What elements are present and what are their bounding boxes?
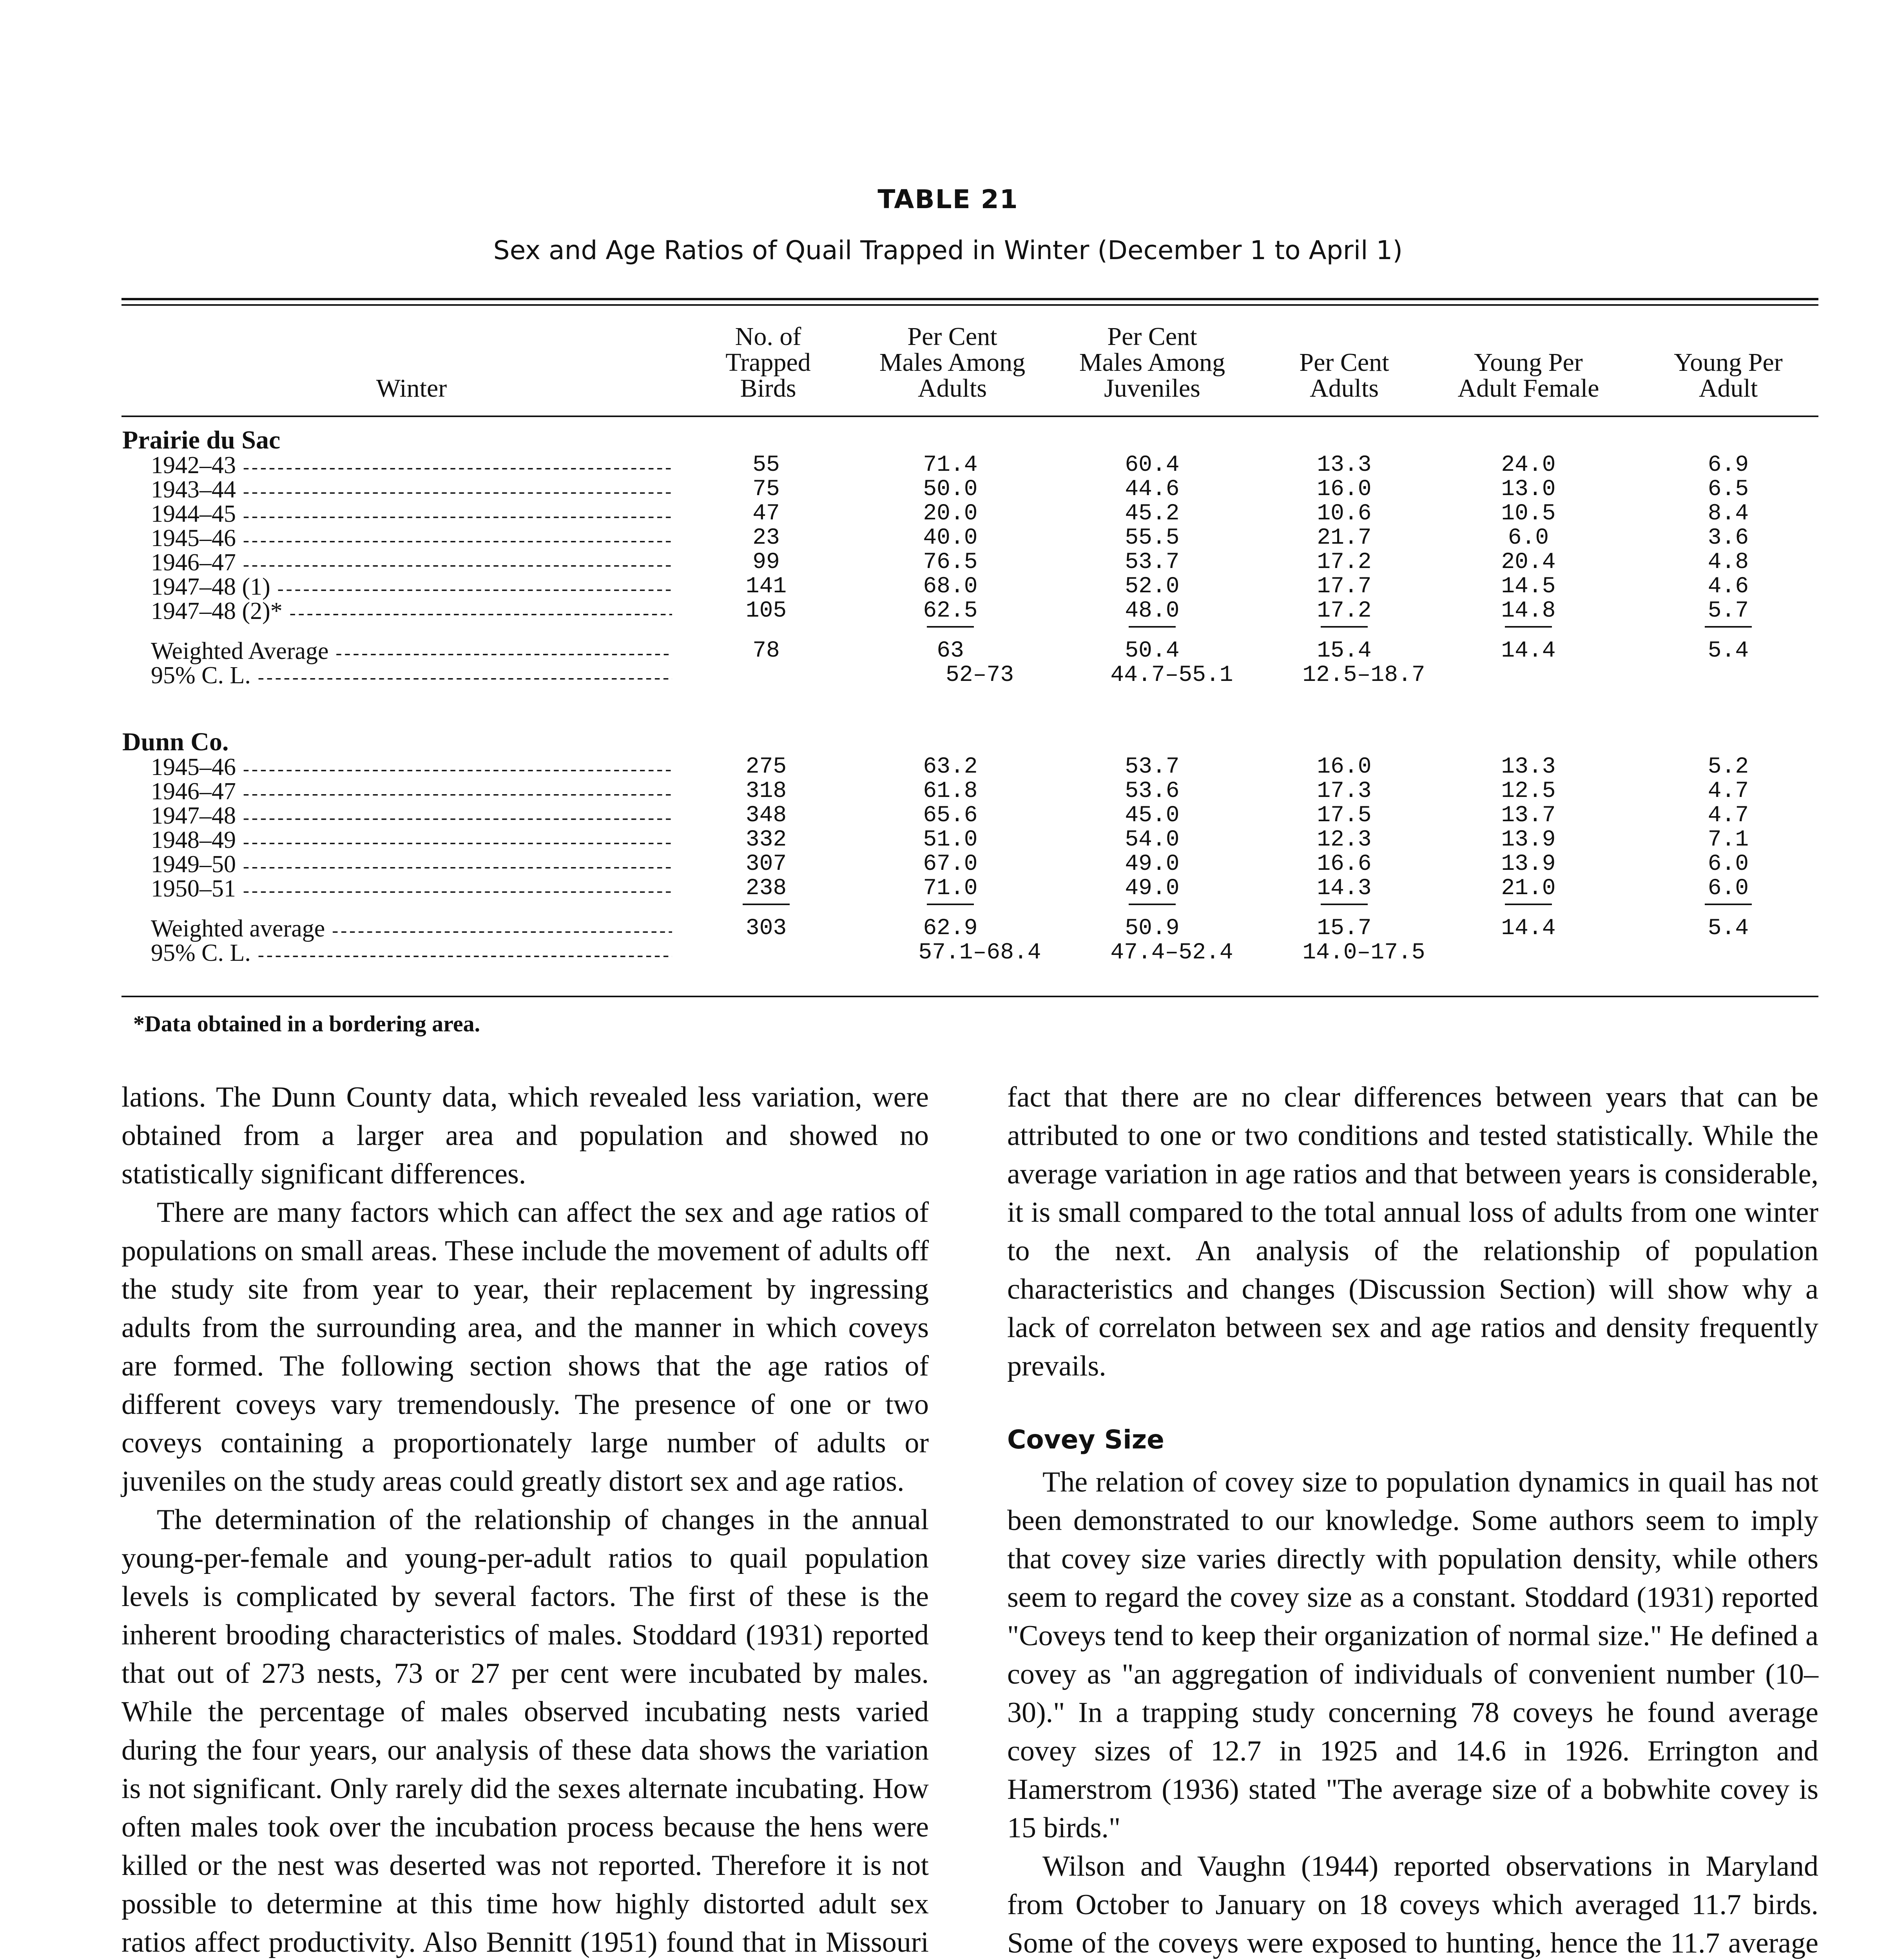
column-sum-rule — [1505, 904, 1552, 905]
table-cell: 51.0 — [923, 827, 978, 853]
row-label: 1945–46 ----- — [151, 755, 672, 782]
paragraph: lations. The Dunn County data, which revealed less variation, were obtained from a larger area and population and showed no statistically significant differences. — [121, 1081, 929, 1190]
table-cell: 14.3 — [1317, 876, 1372, 901]
table-cell: 16.0 — [1317, 754, 1372, 780]
column-sum-rule — [743, 904, 790, 905]
table-header-rule — [121, 416, 1818, 417]
row-label: 1947–48 ----- — [151, 803, 672, 830]
column-sum-rule — [927, 626, 974, 628]
table-cell: 5.7 — [1707, 598, 1749, 624]
summary-cell: 50.9 — [1125, 916, 1180, 941]
column-sum-rule — [1129, 626, 1176, 628]
table-cell: 4.7 — [1707, 779, 1749, 804]
ci-label: 95% C. L. ----- — [151, 663, 672, 690]
table-cell: 14.5 — [1501, 574, 1556, 599]
table-cell: 4.7 — [1707, 803, 1749, 828]
header-males-adults-line3: Adults — [917, 374, 987, 403]
ci-cell: 57.1–68.4 — [918, 940, 1041, 965]
table-cell: 6.5 — [1707, 477, 1749, 502]
summary-cell: 15.7 — [1317, 916, 1372, 941]
summary-cell: 62.9 — [923, 916, 978, 941]
row-label: 1947–48 (1) ----- — [151, 574, 672, 601]
table-cell: 5.2 — [1707, 754, 1749, 780]
header-young-female-line1: Young Per — [1474, 348, 1583, 377]
table-cell: 13.7 — [1501, 803, 1556, 828]
table-cell: 52.0 — [1125, 574, 1180, 599]
table-top-rule-2 — [121, 304, 1818, 306]
table-cell: 65.6 — [923, 803, 978, 828]
ci-cell: 47.4–52.4 — [1110, 940, 1233, 965]
header-young-female-line2: Adult Female — [1457, 374, 1599, 403]
table-cell: 17.7 — [1317, 574, 1372, 599]
table-cell: 53.7 — [1125, 550, 1180, 575]
summary-cell: 5.4 — [1707, 638, 1749, 664]
paragraph: Wilson and Vaughn (1944) reported observations in Maryland from October to January on 18 coveys which averaged 11.7 birds. Some of the coveys were exposed to hunting, hence the 11.7 average — [1007, 1850, 1818, 1959]
table-cell: 8.4 — [1707, 501, 1749, 526]
right-column — [1007, 1078, 1818, 1960]
table-cell: 20.0 — [923, 501, 978, 526]
table-footnote: *Data obtained in a bordering area. — [133, 1011, 480, 1036]
group-title: Dunn Co. — [122, 728, 229, 756]
table-cell: 54.0 — [1125, 827, 1180, 853]
paragraph: The relation of covey size to population dynamics in quail has not been demonstrated to our knowledge. Some authors seem to imply that covey size varies directly with population density, while others seem to regard the covey size as a constant. Stoddard (1931) reported "Coveys tend to keep their organization of normal size." He defined a covey as "an aggregation of individuals of convenient number (10–30)." In a trapping study concerning 78 coveys he found average covey sizes of 12.7 in 1925 and 14.6 in 1926. Errington and Hamerstrom (1936) stated "The average size of a bobwhite covey is 15 birds." — [1007, 1466, 1818, 1844]
table-cell: 53.6 — [1125, 779, 1180, 804]
column-sum-rule — [1129, 904, 1176, 905]
header-trapped-line1: No. of — [735, 322, 801, 351]
table-cell: 13.3 — [1501, 754, 1556, 780]
table-cell: 12.3 — [1317, 827, 1372, 853]
table-cell: 20.4 — [1501, 550, 1556, 575]
summary-cell: 14.4 — [1501, 638, 1556, 664]
table-cell: 13.3 — [1317, 452, 1372, 478]
row-label: 1945–46 ----- — [151, 526, 672, 553]
table-cell: 55.5 — [1125, 525, 1180, 551]
row-label: 1946–47 ----- — [151, 550, 672, 577]
table-cell: 47 — [752, 501, 780, 526]
column-sum-rule — [1321, 626, 1368, 628]
table-cell: 6.0 — [1707, 851, 1749, 877]
left-column — [121, 1078, 929, 1960]
summary-cell: 15.4 — [1317, 638, 1372, 664]
table-top-rule — [121, 298, 1818, 300]
row-label: 1949–50 ----- — [151, 852, 672, 879]
table-cell: 16.6 — [1317, 851, 1372, 877]
table-cell: 71.4 — [923, 452, 978, 478]
column-sum-rule — [1705, 626, 1752, 628]
header-males-adults-line1: Per Cent — [907, 322, 997, 351]
table-cell: 10.6 — [1317, 501, 1372, 526]
table-cell: 332 — [745, 827, 787, 853]
table-cell: 61.8 — [923, 779, 978, 804]
header-young-adult-line1: Young Per — [1674, 348, 1783, 377]
table-cell: 40.0 — [923, 525, 978, 551]
ci-cell: 52–73 — [945, 662, 1014, 688]
table-cell: 45.0 — [1125, 803, 1180, 828]
table-title: Sex and Age Ratios of Quail Trapped in Winter (December 1 to April 1) — [493, 235, 1403, 265]
table-cell: 141 — [745, 574, 787, 599]
table-cell: 13.9 — [1501, 827, 1556, 853]
table-cell: 60.4 — [1125, 452, 1180, 478]
paragraph: The determination of the relationship of changes in the annual young-per-female and young-per-adult ratios to quail population levels is complicated by several factors. The first of these is the inherent brooding characteristics of males. Stoddard (1931) reported that out of 273 nests, 73 or 27 per cent were incubated by males. While the percentage of males observed incubating nests varied during the four years, our analysis of these data shows the variation is not significant. Only rarely did the sexes alternate incubating. How often males took over the incubation process because the hens were killed or the nest was deserted was not reported. Therefore it is not possible to determine at this time how highly distorted adult sex ratios affect productivity. Also Bennitt (1951) found that in Missouri — [121, 1504, 929, 1958]
table-cell: 16.0 — [1317, 477, 1372, 502]
row-label: 1944–45 ----- — [151, 501, 672, 528]
table-cell: 49.0 — [1125, 876, 1180, 901]
summary-label: Weighted Average ----- — [151, 639, 672, 666]
header-males-juveniles-line3: Juveniles — [1104, 374, 1200, 403]
table-cell: 14.8 — [1501, 598, 1556, 624]
row-label: 1942–43 ----- — [151, 453, 672, 480]
table-cell: 12.5 — [1501, 779, 1556, 804]
table-cell: 75 — [752, 477, 780, 502]
table-cell: 44.6 — [1125, 477, 1180, 502]
group-title: Prairie du Sac — [122, 426, 281, 454]
table-cell: 23 — [752, 525, 780, 551]
header-young-adult-line2: Adult — [1698, 374, 1758, 403]
table-cell: 71.0 — [923, 876, 978, 901]
paragraph: fact that there are no clear differences between years that can be attributed to one or two conditions and tested statistically. While the average variation in age ratios and that between years is considerable, it is small compared to the total annual loss of adults from one winter to the next. An analysis of the relationship of population characteristics and changes (Discussion Section) will show why a lack of correlaton between sex and age ratios and density frequently prevails. — [1007, 1081, 1818, 1382]
table-cell: 55 — [752, 452, 780, 478]
table-cell: 17.5 — [1317, 803, 1372, 828]
table-cell: 63.2 — [923, 754, 978, 780]
table-cell: 238 — [745, 876, 787, 901]
table-cell: 49.0 — [1125, 851, 1180, 877]
header-trapped-line3: Birds — [740, 374, 796, 403]
column-sum-rule — [1321, 904, 1368, 905]
table-cell: 3.6 — [1707, 525, 1749, 551]
table-cell: 4.8 — [1707, 550, 1749, 575]
table-cell: 105 — [745, 598, 787, 624]
table-cell: 45.2 — [1125, 501, 1180, 526]
section-heading: Covey Size — [1007, 1425, 1164, 1455]
table-cell: 17.2 — [1317, 598, 1372, 624]
table-cell: 21.7 — [1317, 525, 1372, 551]
header-winter: Winter — [376, 374, 447, 403]
summary-cell: 303 — [745, 916, 787, 941]
summary-cell: 78 — [752, 638, 780, 664]
table-cell: 17.2 — [1317, 550, 1372, 575]
table-cell: 6.0 — [1508, 525, 1549, 551]
table-cell: 13.9 — [1501, 851, 1556, 877]
table-cell: 348 — [745, 803, 787, 828]
ci-cell: 12.5–18.7 — [1302, 662, 1425, 688]
row-label: 1946–47 ----- — [151, 779, 672, 806]
column-sum-rule — [1505, 626, 1552, 628]
table-cell: 50.0 — [923, 477, 978, 502]
header-trapped-line2: Trapped — [725, 348, 811, 377]
header-males-juveniles-line2: Males Among — [1079, 348, 1225, 377]
summary-cell: 5.4 — [1707, 916, 1749, 941]
row-label: 1948–49 ----- — [151, 828, 672, 855]
column-sum-rule — [927, 904, 974, 905]
summary-label: Weighted average ----- — [151, 916, 672, 943]
table-bottom-rule — [121, 996, 1818, 997]
table-cell: 7.1 — [1707, 827, 1749, 853]
table-cell: 4.6 — [1707, 574, 1749, 599]
table-cell: 67.0 — [923, 851, 978, 877]
header-males-juveniles-line1: Per Cent — [1107, 322, 1197, 351]
table-cell: 318 — [745, 779, 787, 804]
table-cell: 275 — [745, 754, 787, 780]
table-cell: 99 — [752, 550, 780, 575]
table-cell: 307 — [745, 851, 787, 877]
table-number: TABLE 21 — [877, 184, 1019, 214]
table-cell: 13.0 — [1501, 477, 1556, 502]
ci-cell: 14.0–17.5 — [1302, 940, 1425, 965]
column-sum-rule — [1705, 904, 1752, 905]
header-pct-adults-line1: Per Cent — [1299, 348, 1389, 377]
table-cell: 21.0 — [1501, 876, 1556, 901]
table-cell: 10.5 — [1501, 501, 1556, 526]
ci-cell: 44.7–55.1 — [1110, 662, 1233, 688]
table-cell: 76.5 — [923, 550, 978, 575]
summary-cell: 63 — [937, 638, 964, 664]
table-cell: 48.0 — [1125, 598, 1180, 624]
row-label: 1947–48 (2)* ----- — [151, 599, 672, 626]
header-males-adults-line2: Males Among — [879, 348, 1026, 377]
ci-label: 95% C. L. ----- — [151, 940, 672, 967]
table-cell: 6.9 — [1707, 452, 1749, 478]
paragraph: There are many factors which can affect the sex and age ratios of populations on small areas. These include the movement of adults off the study site from year to year, their replacement by ingressing adults from the surrounding area, and the manner in which coveys are formed. The following section shows that the age ratios of different coveys vary tremendously. The presence of one or two coveys containing a proportionately large number of adults or juveniles on the study areas could greatly distort sex and age ratios. — [121, 1196, 929, 1497]
table-cell: 24.0 — [1501, 452, 1556, 478]
table-cell: 17.3 — [1317, 779, 1372, 804]
row-label: 1943–44 ----- — [151, 477, 672, 504]
table-cell: 6.0 — [1707, 876, 1749, 901]
table-cell: 53.7 — [1125, 754, 1180, 780]
row-label: 1950–51 ----- — [151, 876, 672, 903]
table-cell: 68.0 — [923, 574, 978, 599]
table-cell: 62.5 — [923, 598, 978, 624]
header-pct-adults-line2: Adults — [1309, 374, 1379, 403]
summary-cell: 14.4 — [1501, 916, 1556, 941]
summary-cell: 50.4 — [1125, 638, 1180, 664]
